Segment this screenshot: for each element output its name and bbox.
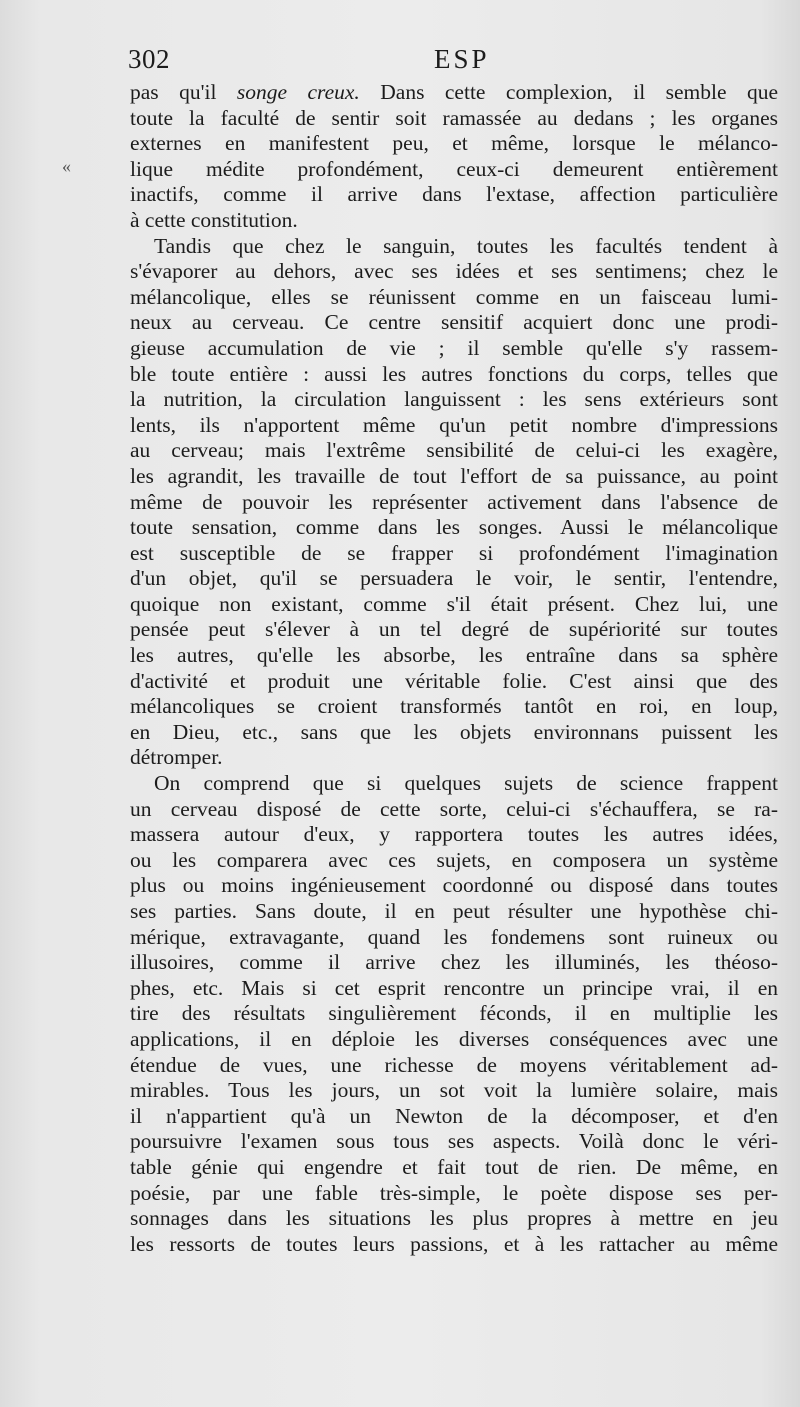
text-fragment: pas qu'il bbox=[130, 80, 237, 104]
text-line: d'activité et produit une véritable folie. C'est ainsi que des bbox=[130, 668, 778, 693]
margin-mark: « bbox=[62, 156, 71, 176]
text-line: les autres, qu'elle les absorbe, les entraîne dans sa sphère bbox=[130, 643, 778, 668]
text-line: mélancolique, elles se réunissent comme en un faisceau lumi- bbox=[130, 284, 778, 309]
text-line: gieuse accumulation de vie ; il semble qu'elle s'y rassem- bbox=[130, 335, 778, 360]
italic-phrase: songe creux. bbox=[236, 80, 360, 104]
text-line: mérique, extravagante, quand les fondemens sont ruineux ou bbox=[130, 924, 778, 949]
text-line: étendue de vues, une richesse de moyens véritablement ad- bbox=[130, 1052, 778, 1077]
text-line: ses parties. Sans doute, il en peut résulter une hypothèse chi- bbox=[130, 899, 778, 923]
text-line: les ressorts de toutes leurs passions, et à les rattacher au même bbox=[130, 1231, 778, 1256]
text-line: s'évaporer au dehors, avec ses idées et ses sentimens; chez le bbox=[130, 259, 778, 284]
text-line: mirables. Tous les jours, un sot voit la lumière solaire, mais bbox=[130, 1078, 778, 1103]
text-line: On comprend que si quelques sujets de science frappent bbox=[154, 771, 778, 796]
text-line: table génie qui engendre et fait tout de rien. De même, en bbox=[130, 1154, 778, 1179]
text-line: toute sensation, comme dans les songes. Aussi le mélancolique bbox=[130, 515, 778, 540]
text-line: les agrandit, les travaille de tout l'effort de sa puissance, au point bbox=[130, 463, 778, 488]
body-text bbox=[130, 80, 778, 1257]
text-line: inactifs, comme il arrive dans l'extase, affection particulière bbox=[130, 182, 778, 207]
running-head: ESP bbox=[434, 44, 490, 74]
text-line: est susceptible de se frapper si profondément l'imagination bbox=[130, 540, 778, 565]
text-line: même de pouvoir les représenter activement dans l'absence de bbox=[130, 489, 778, 514]
text-line: illusoires, comme il arrive chez les illuminés, les théoso- bbox=[130, 950, 778, 975]
text-line: lique médite profondément, ceux-ci demeurent entièrement bbox=[130, 156, 778, 181]
text-line: Tandis que chez le sanguin, toutes les facultés tendent à bbox=[154, 233, 778, 258]
text-line: lents, ils n'apportent même qu'un petit nombre d'impressions bbox=[130, 412, 778, 437]
text-line bbox=[130, 80, 778, 106]
text-line: il n'appartient qu'à un Newton de la décomposer, et d'en bbox=[130, 1103, 778, 1128]
text-line: d'un objet, qu'il se persuadera le voir, le sentir, l'entendre, bbox=[130, 566, 778, 591]
text-line: sonnages dans les situations les plus propres à mettre en jeu bbox=[130, 1206, 778, 1231]
text-line: tire des résultats singulièrement féconds, il en multiplie les bbox=[130, 1001, 778, 1026]
text-line: un cerveau disposé de cette sorte, celui-ci s'échauffera, se ra- bbox=[130, 796, 778, 821]
text-line: ou les comparera avec ces sujets, en composera un système bbox=[130, 847, 778, 872]
text-line: poésie, par une fable très-simple, le poète dispose ses per- bbox=[130, 1180, 778, 1205]
text-line: plus ou moins ingénieusement coordonné ou disposé dans toutes bbox=[130, 873, 778, 898]
page-header bbox=[128, 44, 768, 84]
text-line: au cerveau; mais l'extrême sensibilité de celui-ci les exagère, bbox=[130, 438, 778, 463]
text-line: à cette constitution. bbox=[130, 207, 298, 232]
text-line: externes en manifestent peu, et même, lorsque le mélanco- bbox=[130, 131, 778, 156]
text-line: neux au cerveau. Ce centre sensitif acquiert donc une prodi- bbox=[130, 310, 778, 335]
text-line: la nutrition, la circulation languissent : les sens extérieurs sont bbox=[130, 387, 778, 412]
page-number: 302 bbox=[128, 44, 170, 74]
text-line: en Dieu, etc., sans que les objets environnans puissent les bbox=[130, 719, 778, 744]
text-line: ble toute entière : aussi les autres fonctions du corps, telles que bbox=[130, 361, 778, 386]
text-line: toute la faculté de sentir soit ramassée au dedans ; les organes bbox=[130, 105, 778, 130]
text-line: quoique non existant, comme s'il était présent. Chez lui, une bbox=[130, 591, 778, 616]
text-line: massera autour d'eux, y rapportera toutes les autres idées, bbox=[130, 822, 778, 847]
text-line: phes, etc. Mais si cet esprit rencontre un principe vrai, il en bbox=[130, 975, 778, 1000]
text-line: poursuivre l'examen sous tous ses aspects. Voilà donc le véri- bbox=[130, 1129, 778, 1154]
text-line: pensée peut s'élever à un tel degré de supériorité sur toutes bbox=[130, 617, 778, 642]
text-fragment: Dans cette complexion, il semble que bbox=[359, 80, 779, 104]
text-line: mélancoliques se croient transformés tantôt en roi, en loup, bbox=[130, 694, 778, 719]
text-line: détromper. bbox=[130, 745, 223, 770]
text-line: applications, il en déploie les diverses conséquences avec une bbox=[130, 1026, 778, 1051]
